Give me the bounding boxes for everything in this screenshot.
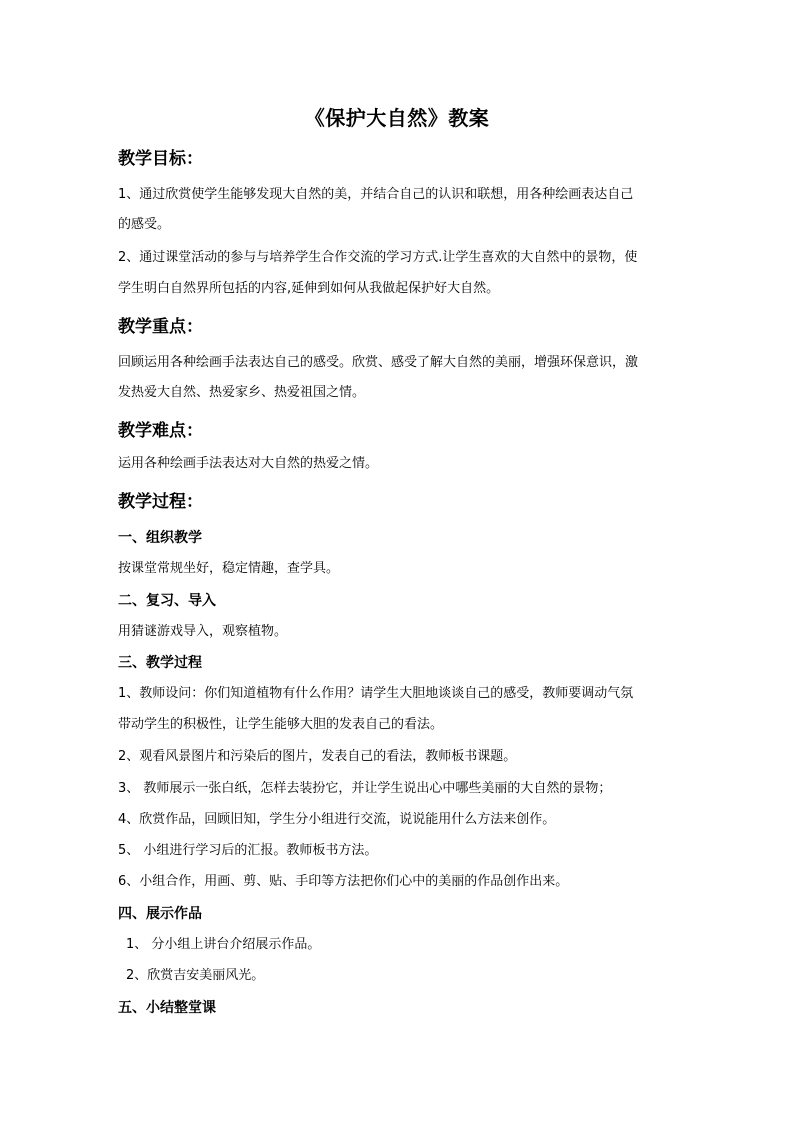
section-3-line-7: 6、小组合作，用画、剪、贴、手印等方法把你们心中的美丽的作品创作出来。 (118, 874, 569, 889)
objectives-heading: 教学目标： (118, 149, 203, 169)
section-2-line-1: 用猜谜游戏导入，观察植物。 (118, 624, 288, 639)
section-3-line-5: 4、欣赏作品，回顾旧知，学生分小组进行交流，说说能用什么方法来创作。 (118, 812, 556, 827)
objectives-line-2: 的感受。 (118, 217, 171, 232)
objectives-line-3: 2、通过课堂活动的参与与培养学生合作交流的学习方式.让学生喜欢的大自然中的景物，使 (118, 250, 638, 265)
section-3-line-3: 2、观看风景图片和污染后的图片，发表自己的看法，教师板书课题。 (118, 749, 517, 764)
difficulties-heading: 教学难点： (118, 421, 203, 441)
section-3-line-2: 带动学生的积极性，让学生能够大胆的发表自己的看法。 (118, 717, 444, 732)
section-3-line-4: 3、 教师展示一张白纸，怎样去装扮它，并让学生说出心中哪些美丽的大自然的景物； (118, 781, 612, 796)
section-4-heading: 四、展示作品 (118, 906, 202, 922)
section-3-heading: 三、教学过程 (118, 655, 202, 671)
key-points-heading: 教学重点： (118, 317, 203, 337)
section-3-line-1: 1、教师设问：你们知道植物有什么作用？请学生大胆地谈谈自己的感受，教师要调动气氛 (118, 686, 634, 701)
section-1-line-1: 按课堂常规坐好，稳定情趣，查学具。 (118, 561, 340, 576)
section-2-heading: 二、复习、导入 (118, 593, 216, 609)
process-heading: 教学过程： (118, 492, 203, 512)
document-title: 《保护大自然》教案 (304, 106, 490, 130)
section-3-line-6: 5、 小组进行学习后的汇报。教师板书方法。 (118, 843, 378, 858)
difficulties-line-1: 运用各种绘画手法表达对大自然的热爱之情。 (118, 456, 379, 471)
section-4-line-1: 1、 分小组上讲台介绍展示作品。 (126, 937, 321, 952)
key-points-line-1: 回顾运用各种绘画手法表达自己的感受。欣赏、感受了解大自然的美丽，增强环保意识，激 (118, 355, 639, 370)
section-1-heading: 一、组织教学 (118, 530, 202, 546)
section-5-heading: 五、小结整堂课 (118, 1000, 216, 1016)
section-4-line-2: 2、欣赏吉安美丽风光。 (126, 968, 265, 983)
objectives-line-1: 1、通过欣赏使学生能够发现大自然的美，并结合自己的认识和联想，用各种绘画表达自己 (118, 187, 634, 202)
objectives-line-4: 学生明白自然界所包括的内容,延伸到如何从我做起保护好大自然。 (118, 281, 500, 296)
key-points-line-2: 发热爱大自然、热爱家乡、热爱祖国之情。 (118, 385, 366, 400)
